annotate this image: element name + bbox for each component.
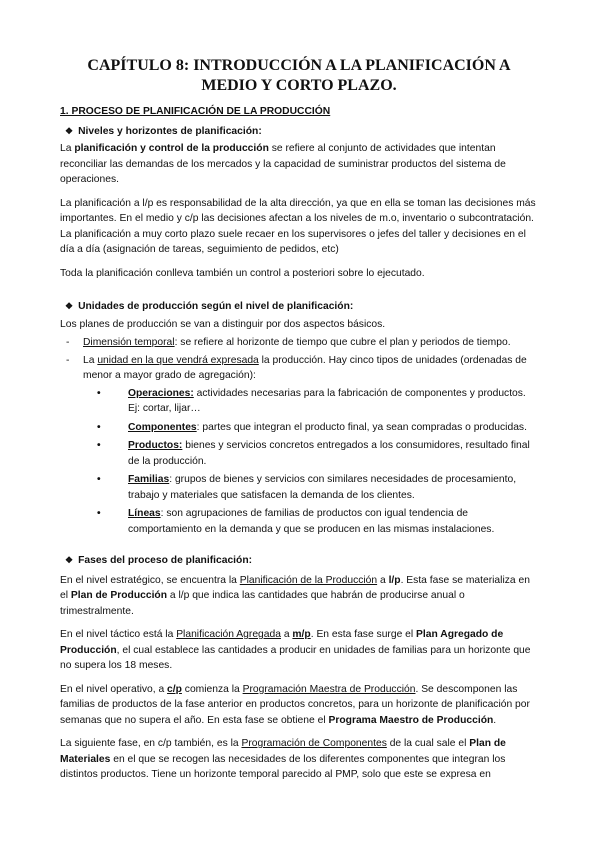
units-bullet-list [83, 386, 538, 538]
subheading-fases: ❖ Fases del proceso de planificación: [65, 555, 253, 566]
paragraph-unidades-intro: Los planes de producción se van a distinguir por dos aspectos básicos. [60, 318, 386, 330]
list-item: • Productos: bienes y servicios concretos entregados a los consumidores, resultado final de la producción. [83, 438, 538, 469]
paragraph-levels: La planificación a l/p es responsabilidad de la alta dirección, ya que en ella se toman las decisiones más importantes. En el medio y c/p las decisiones afectan a los niveles de m.o, inventario o subcontratación. La planificación a muy corto plazo suele recaer en los supervisores o jefes del taller y decisiones en el día a día (asignación de tareas, seguimiento de pedidos, etc) [60, 197, 536, 255]
paragraph-nivel-estrategico: En el nivel estratégico, se encuentra la Planificación de la Producción a l/p. Esta fase se materializa en el Plan de Producción a l/p que indica las cantidades que habrán de producirse anual o trimestralmente. [60, 574, 530, 617]
diamond-bullet-icon: ❖ [65, 301, 74, 311]
list-item: - La unidad en la que vendrá expresada la producción. Hay cinco tipos de unidades (ordenadas de menor a mayor grado de agregación): • Operaciones: actividades necesarias para la fabricación de componentes y productos. Ej: cortar, lijar… • Componentes: partes que integran el producto final, ya sean compradas o producidas. • Productos: bienes y servicios concretos entregados a los consumidores, resultado final de la producción. • Familias: grupos de bienes y servicios con similares necesidades de procesamiento, trabajo y materiales que satisfacen la demanda de los clientes. • Líneas: son agrupaciones de familias de productos con igual tendencia de comportamiento en la demanda y que se producen en las mismas instalaciones. [60, 353, 538, 538]
chapter-title: CAPÍTULO 8: INTRODUCCIÓN A LA PLANIFICACIÓN A MEDIO Y CORTO PLAZO. [87, 57, 511, 94]
list-item: • Líneas: son agrupaciones de familias de productos con igual tendencia de comportamiento en la demanda y que se producen en las mismas instalaciones. [83, 506, 538, 537]
paragraph-nivel-operativo: En el nivel operativo, a c/p comienza la Programación Maestra de Producción. Se descomponen las familias de productos de la fase anterior en productos concretos, para un horizonte de planificación por semanas que no supera el año. En esta fase se obtiene el Programa Maestro de Producción. [60, 683, 530, 726]
paragraph-nivel-tactico: En el nivel táctico está la Planificación Agregada a m/p. En esta fase surge el Plan Agregado de Producción, el cual establece las cantidades a producir en unidades de familias para un horizonte que no supera los 18 meses. [60, 629, 531, 671]
paragraph-control: Toda la planificación conlleva también un control a posteriori sobre lo ejecutado. [60, 267, 425, 279]
list-item: • Familias: grupos de bienes y servicios con similares necesidades de procesamiento, trabajo y materiales que satisfacen la demanda de los clientes. [83, 472, 538, 503]
list-item: - Dimensión temporal: se refiere al horizonte de tiempo que cubre el plan y periodos de tiempo. [60, 335, 538, 351]
diamond-bullet-icon: ❖ [65, 555, 74, 565]
subheading-niveles: ❖ Niveles y horizontes de planificación: [65, 125, 262, 137]
list-item: • Componentes: partes que integran el producto final, ya sean compradas o producidas. [83, 420, 538, 436]
subheading-unidades: ❖ Unidades de producción según el nivel de planificación: [65, 301, 354, 312]
key-term: planificación y control de la producción [74, 143, 269, 154]
diamond-bullet-icon: ❖ [65, 125, 74, 136]
paragraph-definition: La planificación y control de la producción se refiere al conjunto de actividades que intentan reconciliar las demandas de los mercados y la capacidad de suministrar productos del sistema de operaciones. [60, 143, 506, 185]
dash-list [60, 335, 538, 537]
section-heading: 1. PROCESO DE PLANIFICACIÓN DE LA PRODUCCIÓN [60, 106, 331, 117]
paragraph-componentes: La siguiente fase, en c/p también, es la Programación de Componentes de la cual sale el Plan de Materiales en el que se recogen las necesidades de los diferentes componentes que integran los distintos productos. Tiene un horizonte temporal parecido al PMP, solo que este se expresa en [60, 738, 506, 780]
list-item: • Operaciones: actividades necesarias para la fabricación de componentes y productos. Ej: cortar, lijar… [83, 386, 538, 417]
